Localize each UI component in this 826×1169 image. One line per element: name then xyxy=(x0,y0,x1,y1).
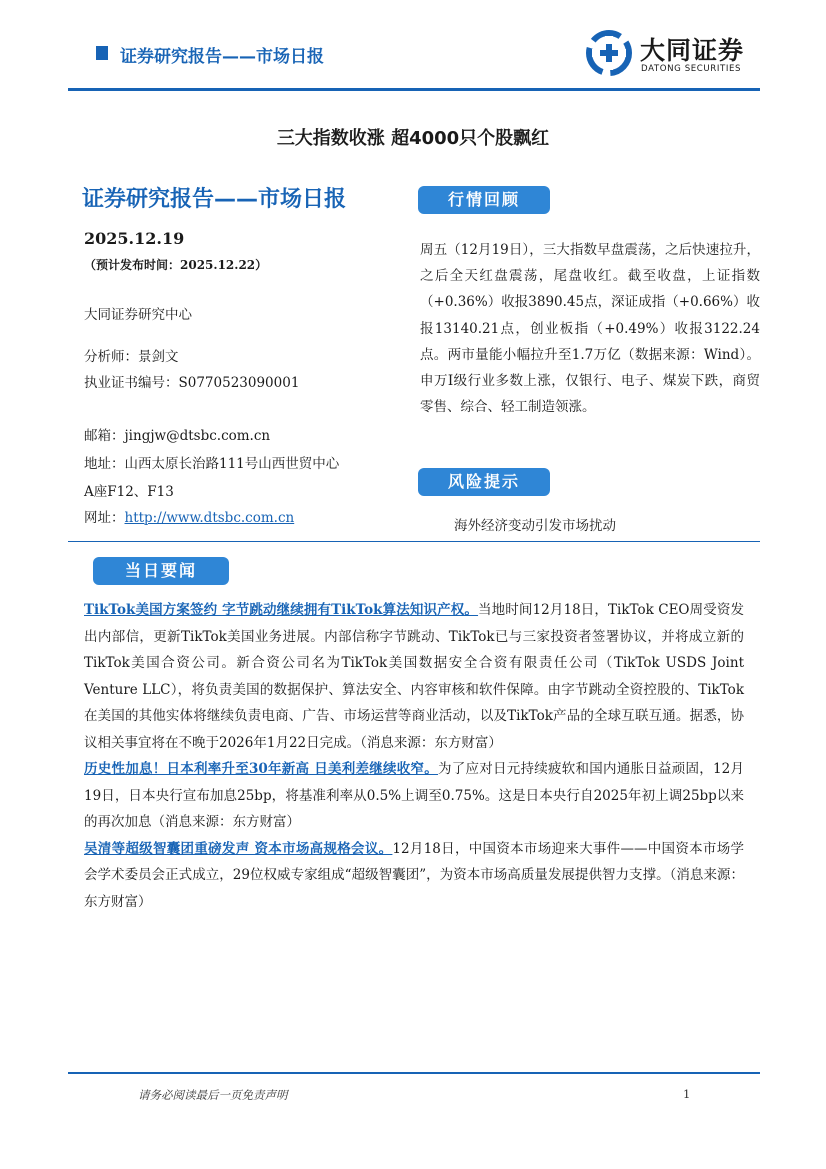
report-type: 证券研究报告——市场日报 xyxy=(82,187,347,212)
news-content xyxy=(84,597,744,915)
news-headline-2[interactable]: 历史性加息！日本利率升至30年新高 日美利差继续收窄。 xyxy=(84,761,439,777)
website xyxy=(84,506,294,526)
section-divider xyxy=(68,541,760,542)
news-body-3: 12月18日，中国资本市场迎来大事件——中国资本市场学会学术委员会正式成立，29位权威专家组成“超级智囊团”，为资本市场高质量发展提供智力支撑。（消息来源：东方财富） xyxy=(84,840,744,910)
news-headline-1[interactable]: TikTok美国方案签约 字节跳动继续拥有TikTok算法知识产权。 xyxy=(84,602,479,618)
news-body-2: 为了应对日元持续疲软和国内通胀日益顽固，12月19日，日本央行宣布加息25bp，将基准利率从0.5%上调至0.75%。这是日本央行自2025年初上调25bp以来的再次加息（消息来源：东方财富） xyxy=(84,761,744,830)
page-title: 三大指数收涨 超4000只个股飘红 xyxy=(276,128,550,149)
report-date: 2025.12.19 xyxy=(84,229,185,248)
license-number: 执业证书编号：S0770523090001 xyxy=(84,375,300,391)
website-label: 网址： xyxy=(84,510,125,526)
company-logo-name: 大同证券 xyxy=(640,36,745,65)
address-line-2: A座F12、F13 xyxy=(84,484,174,500)
market-review-text: 周五（12月19日），三大指数早盘震荡，之后快速拉升，之后全天红盘震荡，尾盘收红。截至收盘，上证指数（+0.36%）收报3890.45点，深证成指（+0.66%）收报13140.21点，创业板指（+0.49%）收报3122.24点。两市量能小幅拉升至1.7万亿（数据来源：Wind）。申万Ⅰ级行业多数上涨，仅银行、电子、煤炭下跌，商贸零售、综合、轻工制造领涨。 xyxy=(420,242,760,416)
news-body-1: 当地时间12月18日，TikTok CEO周受资发出内部信，更新TikTok美国业务进展。内部信称字节跳动、TikTok已与三家投资者签署协议，并将成立新的TikTok美国合资公司。新合资公司名为TikTok美国数据安全合资有限责任公司（TikTok USDS Joint Venture LLC），将负责美国的数据保护、算法安全、内容审核和软件保障。由字节跳动全资控股的、TikTok在美国的其他实体将继续负责电商、广告、市场运营等商业活动，以及TikTok产品的全球互联互通。据悉，协议相关事宜将在不晚于2026年1月22日完成。（消息来源：东方财富） xyxy=(84,602,745,751)
address-line-1: 地址：山西太原长治路111号山西世贸中心 xyxy=(84,456,340,472)
publish-date: （预计发布时间：2025.12.22） xyxy=(84,258,268,272)
email: 邮箱：jingjw@dtsbc.com.cn xyxy=(84,428,271,444)
tab-risk-warning: 风险提示 xyxy=(418,468,550,496)
header-title: 证券研究报告——市场日报 xyxy=(120,47,324,67)
analyst: 分析师：景剑文 xyxy=(84,349,179,365)
footer-rule xyxy=(68,1072,760,1074)
company-logo-icon xyxy=(586,30,632,76)
header-square-icon xyxy=(96,46,108,60)
website-link[interactable]: http://www.dtsbc.com.cn xyxy=(124,510,295,526)
research-center: 大同证券研究中心 xyxy=(84,307,192,323)
footer-disclaimer: 请务必阅读最后一页免责声明 xyxy=(138,1088,288,1102)
news-headline-3[interactable]: 吴清等超级智囊团重磅发声 资本市场高规格会议。 xyxy=(84,840,393,857)
company-logo-english: DATONG SECURITIES xyxy=(641,64,742,74)
tab-market-review: 行情回顾 xyxy=(418,186,550,214)
risk-warning-text: 海外经济变动引发市场扰动 xyxy=(454,518,616,534)
tab-daily-news: 当日要闻 xyxy=(93,557,229,585)
header-rule xyxy=(68,88,760,91)
page-number: 1 xyxy=(683,1087,691,1101)
